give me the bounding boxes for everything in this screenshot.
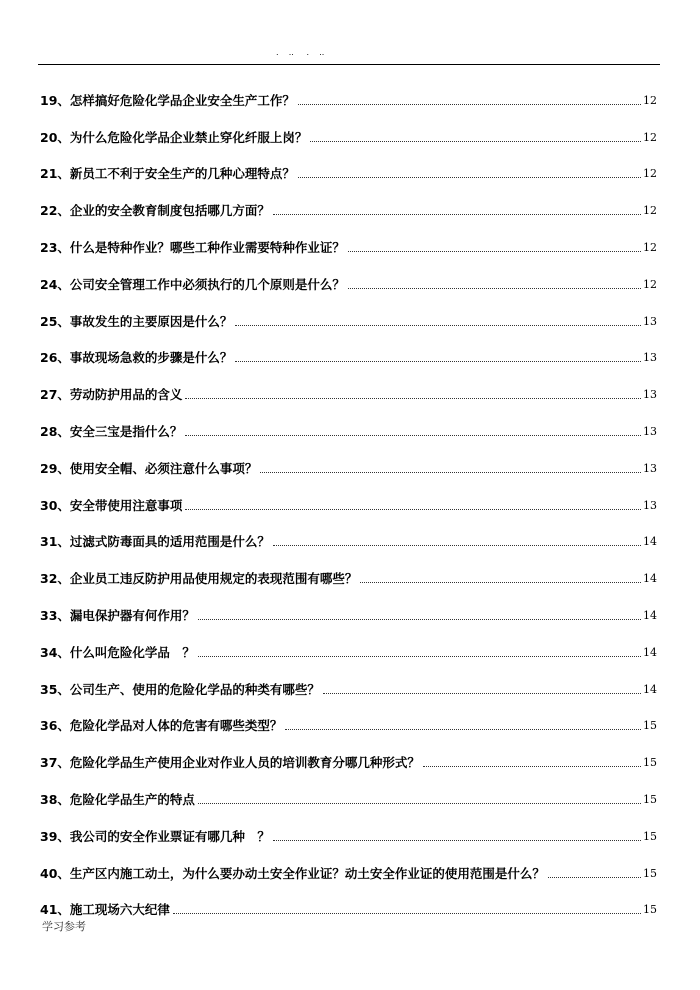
toc-page-number: 14 — [643, 608, 657, 622]
toc-entry-number: 21、 — [40, 166, 70, 182]
toc-entry-number: 30、 — [40, 497, 70, 513]
toc-entry-text: 劳动防护用品的含义 — [69, 387, 183, 403]
header-marks: . .. . .. — [276, 48, 325, 57]
toc-entry-text: 什么是特种作业？哪些工种作业需要特种作业证？ — [69, 239, 345, 255]
toc-leader-dots — [285, 728, 641, 730]
toc-entry-text: 为什么危险化学品企业禁止穿化纤服上岗？ — [69, 129, 308, 145]
toc-entry[interactable] — [40, 625, 657, 662]
toc-entry-title — [40, 93, 295, 110]
toc-page-number: 15 — [643, 756, 657, 770]
toc-entry[interactable] — [40, 662, 657, 699]
toc-entry-number: 35、 — [40, 681, 70, 697]
toc-entry-title — [40, 277, 345, 294]
toc-entry-title — [40, 130, 307, 147]
toc-entry-number: 25、 — [40, 313, 70, 329]
toc-entry[interactable] — [40, 809, 657, 846]
toc-page-number: 13 — [643, 314, 657, 328]
toc-leader-dots — [198, 802, 641, 804]
toc-leader-dots — [273, 213, 641, 215]
toc-entry-title — [40, 240, 345, 257]
table-of-contents — [40, 73, 657, 919]
toc-entry[interactable] — [40, 147, 657, 184]
toc-entry-number: 26、 — [40, 350, 70, 366]
toc-entry-number: 32、 — [40, 571, 70, 587]
toc-entry-text: 企业员工违反防护用品使用规定的表现范围有哪些？ — [69, 571, 358, 587]
toc-entry-number: 22、 — [40, 203, 70, 219]
toc-leader-dots — [323, 692, 641, 694]
toc-entry[interactable] — [40, 772, 657, 809]
toc-leader-dots — [298, 176, 641, 178]
toc-entry[interactable] — [40, 110, 657, 147]
toc-entry-title — [40, 350, 232, 367]
toc-entry-text: 生产区内施工动土，为什么要办动土安全作业证？动土安全作业证的使用范围是什么？ — [69, 865, 545, 881]
toc-entry-text: 我公司的安全作业票证有哪几种 ？ — [69, 828, 270, 844]
toc-page-number: 12 — [643, 93, 657, 107]
toc-leader-dots — [173, 912, 641, 914]
toc-entry[interactable] — [40, 220, 657, 257]
toc-entry-text: 危险化学品对人体的危害有哪些类型？ — [69, 718, 283, 734]
toc-leader-dots — [273, 839, 641, 841]
toc-entry-number: 41、 — [40, 902, 70, 918]
toc-entry[interactable] — [40, 846, 657, 883]
toc-page-number: 13 — [643, 351, 657, 365]
toc-entry[interactable] — [40, 478, 657, 515]
toc-entry-number: 36、 — [40, 718, 70, 734]
toc-entry-title — [40, 902, 170, 919]
footer-text: 学习参考 — [42, 920, 86, 933]
toc-entry-title — [40, 498, 182, 515]
toc-entry[interactable] — [40, 735, 657, 772]
toc-entry[interactable] — [40, 367, 657, 404]
toc-entry-text: 新员工不利于安全生产的几种心理特点？ — [69, 166, 295, 182]
toc-entry-title — [40, 387, 182, 404]
toc-entry-title — [40, 682, 320, 699]
toc-leader-dots — [423, 765, 641, 767]
toc-entry-title — [40, 571, 357, 588]
toc-leader-dots — [548, 876, 641, 878]
toc-page-number: 14 — [643, 535, 657, 549]
toc-entry-title — [40, 424, 182, 441]
toc-page-number: 15 — [643, 719, 657, 733]
toc-entry-title — [40, 866, 545, 883]
toc-entry[interactable] — [40, 294, 657, 331]
toc-entry-text: 施工现场六大纪律 — [69, 902, 170, 918]
toc-leader-dots — [310, 140, 641, 142]
toc-entry-text: 使用安全帽、必须注意什么事项？ — [69, 460, 258, 476]
toc-entry[interactable] — [40, 441, 657, 478]
toc-entry-number: 38、 — [40, 791, 70, 807]
toc-page-number: 13 — [643, 424, 657, 438]
toc-entry-number: 19、 — [40, 92, 70, 108]
toc-page-number: 13 — [643, 388, 657, 402]
toc-entry-title — [40, 203, 270, 220]
toc-leader-dots — [185, 397, 641, 399]
toc-entry-number: 23、 — [40, 239, 70, 255]
toc-leader-dots — [298, 103, 641, 105]
toc-leader-dots — [198, 655, 641, 657]
toc-entry-title — [40, 608, 195, 625]
toc-entry-number: 31、 — [40, 534, 70, 550]
toc-entry-number: 33、 — [40, 607, 70, 623]
toc-entry[interactable] — [40, 404, 657, 441]
toc-entry-text: 过滤式防毒面具的适用范围是什么？ — [69, 534, 270, 550]
toc-page-number: 15 — [643, 829, 657, 843]
toc-entry[interactable] — [40, 73, 657, 110]
toc-entry-number: 28、 — [40, 423, 70, 439]
toc-entry[interactable] — [40, 699, 657, 736]
toc-entry-title — [40, 461, 257, 478]
toc-entry-number: 37、 — [40, 755, 70, 771]
toc-page-number: 14 — [643, 645, 657, 659]
toc-entry-number: 24、 — [40, 276, 70, 292]
toc-entry-text: 企业的安全教育制度包括哪几方面？ — [69, 203, 270, 219]
toc-entry-text: 事故发生的主要原因是什么？ — [69, 313, 233, 329]
toc-page-number: 12 — [643, 277, 657, 291]
toc-entry-number: 39、 — [40, 828, 70, 844]
toc-entry-title — [40, 645, 195, 662]
toc-entry[interactable] — [40, 515, 657, 552]
toc-entry-text: 漏电保护器有何作用？ — [69, 607, 195, 623]
toc-entry-title — [40, 755, 420, 772]
toc-leader-dots — [273, 544, 641, 546]
toc-entry[interactable] — [40, 588, 657, 625]
toc-page-number: 12 — [643, 240, 657, 254]
toc-page-number: 14 — [643, 682, 657, 696]
toc-leader-dots — [348, 250, 641, 252]
toc-leader-dots — [260, 471, 641, 473]
toc-entry-text: 事故现场急救的步骤是什么？ — [69, 350, 233, 366]
toc-page-number: 12 — [643, 130, 657, 144]
toc-page-number: 14 — [643, 572, 657, 586]
toc-entry-title — [40, 166, 295, 183]
toc-entry[interactable] — [40, 883, 657, 920]
toc-leader-dots — [235, 324, 641, 326]
toc-entry-title — [40, 718, 282, 735]
toc-leader-dots — [198, 618, 641, 620]
toc-entry-title — [40, 314, 232, 331]
toc-entry-title — [40, 829, 270, 846]
toc-entry[interactable] — [40, 183, 657, 220]
toc-leader-dots — [348, 287, 641, 289]
toc-entry-text: 公司安全管理工作中必须执行的几个原则是什么？ — [69, 276, 345, 292]
toc-entry-number: 40、 — [40, 865, 70, 881]
toc-page-number: 12 — [643, 204, 657, 218]
toc-entry-text: 什么叫危险化学品 ？ — [69, 644, 195, 660]
toc-leader-dots — [185, 508, 641, 510]
toc-entry[interactable] — [40, 257, 657, 294]
toc-entry-text: 怎样搞好危险化学品企业安全生产工作？ — [69, 92, 295, 108]
toc-entry-text: 安全带使用注意事项 — [69, 497, 183, 513]
toc-entry[interactable] — [40, 551, 657, 588]
toc-page-number: 15 — [643, 866, 657, 880]
toc-page-number: 15 — [643, 903, 657, 917]
toc-page-number: 12 — [643, 167, 657, 181]
toc-entry-text: 公司生产、使用的危险化学品的种类有哪些？ — [69, 681, 320, 697]
header-rule — [38, 64, 660, 65]
toc-entry-text: 危险化学品生产使用企业对作业人员的培训教育分哪几种形式？ — [69, 755, 420, 771]
toc-entry-number: 27、 — [40, 387, 70, 403]
toc-entry-number: 20、 — [40, 129, 70, 145]
toc-entry[interactable] — [40, 331, 657, 368]
toc-leader-dots — [235, 360, 641, 362]
toc-leader-dots — [360, 581, 641, 583]
toc-entry-text: 危险化学品生产的特点 — [69, 791, 195, 807]
toc-page-number: 15 — [643, 792, 657, 806]
toc-entry-number: 34、 — [40, 644, 70, 660]
toc-entry-text: 安全三宝是指什么？ — [69, 423, 183, 439]
toc-page-number: 13 — [643, 498, 657, 512]
toc-entry-title — [40, 534, 270, 551]
toc-entry-title — [40, 792, 195, 809]
toc-leader-dots — [185, 434, 641, 436]
toc-entry-number: 29、 — [40, 460, 70, 476]
toc-page-number: 13 — [643, 461, 657, 475]
